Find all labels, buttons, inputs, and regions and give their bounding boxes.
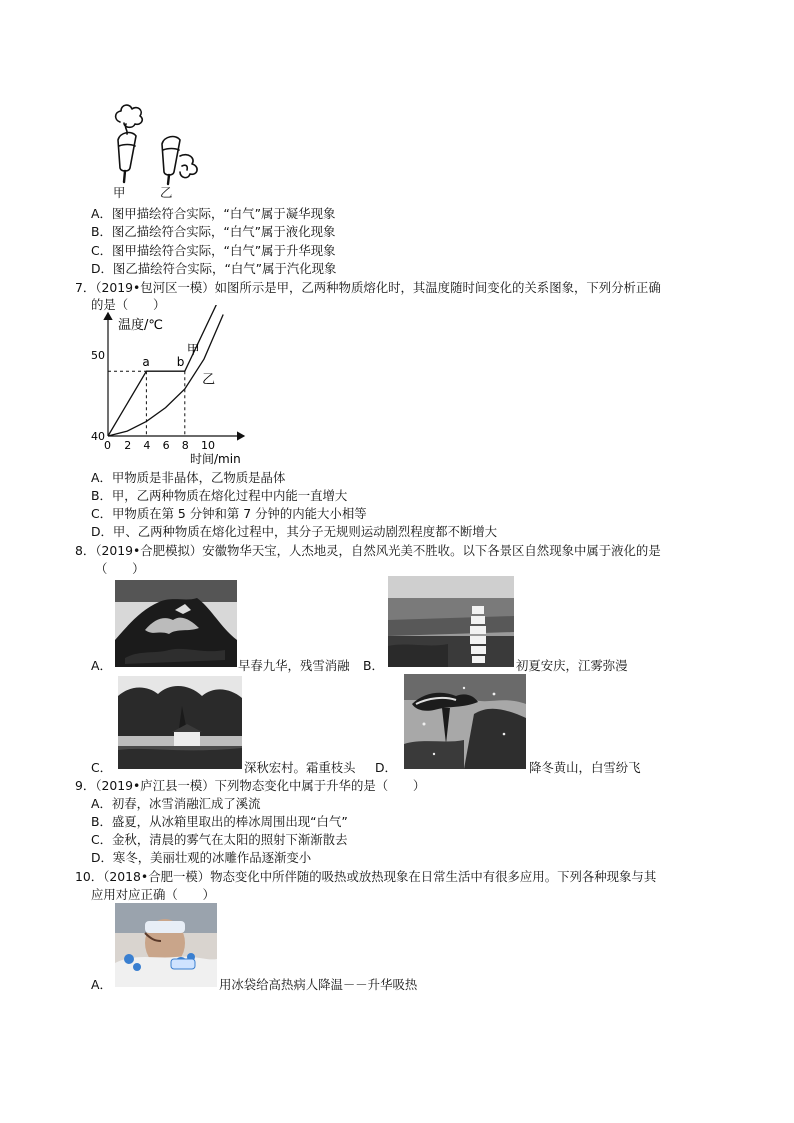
photo-ice-pack-patient	[115, 903, 217, 987]
photo-anqing-river	[388, 576, 514, 667]
q8-option-b-letter: B．	[363, 658, 384, 673]
x-tick-label-10: 10	[201, 439, 215, 452]
x-tick-label-4: 4	[143, 439, 151, 452]
q9-option-a: A．初春，冰雪消融汇成了溪流	[91, 796, 261, 811]
x-tick-label-6: 6	[162, 439, 170, 452]
figure-label-jia: 甲	[113, 185, 126, 200]
q9-option-d: D．寒冬，美丽壮观的冰雕作品逐渐变小	[91, 850, 312, 865]
q7-option-a: A．甲物质是非晶体，乙物质是晶体	[91, 470, 286, 485]
q10-option-a-letter: A．	[91, 977, 112, 992]
q8-option-a-letter: A．	[91, 658, 112, 673]
point-label-a: a	[142, 355, 150, 370]
q8-stem-line2: （ ）	[95, 561, 145, 576]
q10-stem-line1: 10．（2018•合肥一模）物态变化中所伴随的吸热或放热现象在日常生活中有很多应用。下列各种现象与其	[75, 869, 657, 884]
q6-option-c: C．图甲描绘符合实际，“白气”属于升华现象	[91, 243, 336, 258]
q8-option-d-text: 降冬黄山，白雪纷飞	[529, 760, 641, 775]
q8-option-d-letter: D．	[375, 760, 397, 775]
point-label-b: b	[176, 355, 185, 370]
q10-stem-line2: 应用对应正确（ ）	[91, 887, 215, 902]
y-axis-label: 温度/℃	[118, 318, 163, 333]
x-tick-label-8: 8	[181, 439, 189, 452]
x-axis-label: 时间/min	[190, 452, 241, 466]
photo-huangshan-pine	[404, 674, 526, 769]
q7-stem-line1: 7．（2019•包河区一模）如图所示是甲，乙两种物质熔化时，其温度随时间变化的关系图象，下列分析正确	[75, 280, 661, 295]
q6-option-a: A．图甲描绘符合实际，“白气”属于凝华现象	[91, 206, 336, 221]
series-label-yi: 乙	[202, 372, 216, 388]
q8-option-b-text: 初夏安庆，江雾弥漫	[516, 658, 628, 673]
q8-stem-line1: 8．（2019•合肥模拟）安徽物华天宝，人杰地灵，自然风光美不胜收。以下各景区自然现象中属于液化的是	[75, 543, 661, 558]
q9-stem: 9．（2019•庐江县一模）下列物态变化中属于升华的是（ ）	[75, 778, 426, 793]
q8-option-c-text: 深秋宏村。霜重枝头	[244, 760, 356, 775]
q7-option-d: D．甲、乙两种物质在熔化过程中，其分子无规则运动剧烈程度都不断增大	[91, 524, 498, 539]
q7-stem-line2: 的是（ ）	[91, 297, 166, 312]
q6-option-b: B．图乙描绘符合实际，“白气”属于液化现象	[91, 224, 336, 239]
photo-hongcun-village	[118, 676, 242, 769]
temperature-time-chart	[86, 305, 256, 470]
q10-option-a-text: 用冰袋给高热病人降温－－升华吸热	[219, 977, 418, 992]
q6-option-d: D．图乙描绘符合实际，“白气”属于汽化现象	[91, 261, 337, 276]
q8-option-c-letter: C．	[91, 760, 113, 775]
q7-option-b: B．甲，乙两种物质在熔化过程中内能一直增大	[91, 488, 348, 503]
x-tick-label-2: 2	[124, 439, 132, 452]
figure-label-yi: 乙	[160, 185, 173, 200]
q7-option-c: C．甲物质在第 5 分钟和第 7 分钟的内能大小相等	[91, 506, 367, 521]
y-tick-label-40: 40	[91, 430, 105, 443]
y-tick-label-50: 50	[91, 349, 105, 362]
q9-option-b: B．盛夏，从冰箱里取出的棒冰周围出现“白气”	[91, 814, 348, 829]
q8-option-a-text: 早春九华，残雪消融	[238, 658, 350, 673]
x-tick-label-0: 0	[104, 439, 111, 452]
photo-jiuhua-mountain	[115, 580, 237, 667]
series-label-jia: 甲	[186, 343, 200, 358]
q9-option-c: C．金秋，清晨的雾气在太阳的照射下渐渐散去	[91, 832, 348, 847]
